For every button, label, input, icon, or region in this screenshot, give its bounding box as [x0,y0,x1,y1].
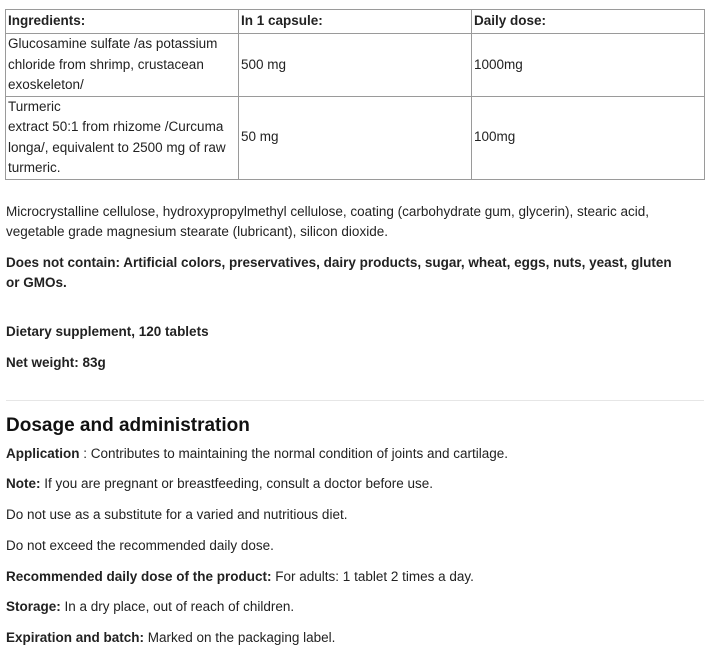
note-label: Note: [6,476,41,491]
note-text: If you are pregnant or breastfeeding, consult a doctor before use. [40,476,433,491]
section-divider [6,400,704,401]
does-not-contain [6,253,706,293]
other-ingredients-line: Microcrystalline cellulose, hydroxypropylmethyl cellulose, coating (carbohydrate gum, glycerin), stearic acid, [6,204,650,219]
net-weight: Net weight: 83g [6,355,106,370]
application-paragraph [6,444,706,464]
daily-dose-cell: 1000mg [472,34,705,97]
recommended-dose-label: Recommended daily dose of the product: [6,569,272,584]
ingredient-cell [6,96,239,179]
per-capsule-cell: 500 mg [239,34,472,97]
dietary-supplement: Dietary supplement, 120 tablets [6,324,209,339]
per-capsule-cell: 50 mg [239,96,472,179]
ingredients-table [5,9,705,180]
ingredient-line: Glucosamine sulfate /as potassium [8,36,218,51]
substitute-paragraph: Do not use as a substitute for a varied and nutritious diet. [6,507,348,522]
ingredient-line: exoskeleton/ [8,77,84,92]
expiration-paragraph [6,628,706,648]
recommended-dose-text: For adults: 1 tablet 2 times a day. [271,569,474,584]
storage-paragraph [6,597,706,617]
expiration-text: Marked on the packaging label. [144,630,336,645]
does-not-contain-line: or GMOs. [6,275,67,290]
ingredient-line: longa/, equivalent to 2500 mg of raw [8,139,226,155]
ingredient-line: chloride from shrimp, crustacean [8,56,204,72]
ingredient-line: turmeric. [8,160,61,175]
application-label: Application [6,446,80,461]
storage-label: Storage: [6,599,61,614]
other-ingredients-line: vegetable grade magnesium stearate (lubricant), silicon dioxide. [6,224,388,239]
table-row [6,34,705,97]
ingredient-cell [6,34,239,97]
header-daily-dose: Daily dose: [472,10,705,34]
daily-dose-cell: 100mg [472,96,705,179]
storage-text: In a dry place, out of reach of children. [60,599,295,614]
does-not-contain-line: Does not contain: Artificial colors, preservatives, dairy products, sugar, wheat, eggs, nuts, yeast, gluten [6,255,672,270]
table-header-row [6,10,705,34]
expiration-label: Expiration and batch: [6,630,145,645]
recommended-dose-paragraph [6,567,706,587]
dosage-heading: Dosage and administration [6,415,250,436]
other-ingredients [6,202,706,242]
ingredient-line: extract 50:1 from rhizome /Curcuma [8,119,224,134]
table-row [6,96,705,179]
application-text: : Contributes to maintaining the normal condition of joints and cartilage. [79,446,508,461]
ingredient-line: Turmeric [8,98,61,114]
exceed-paragraph: Do not exceed the recommended daily dose. [6,538,274,553]
header-ingredients: Ingredients: [6,10,239,34]
note-paragraph [6,474,706,494]
header-per-capsule: In 1 capsule: [239,10,472,34]
